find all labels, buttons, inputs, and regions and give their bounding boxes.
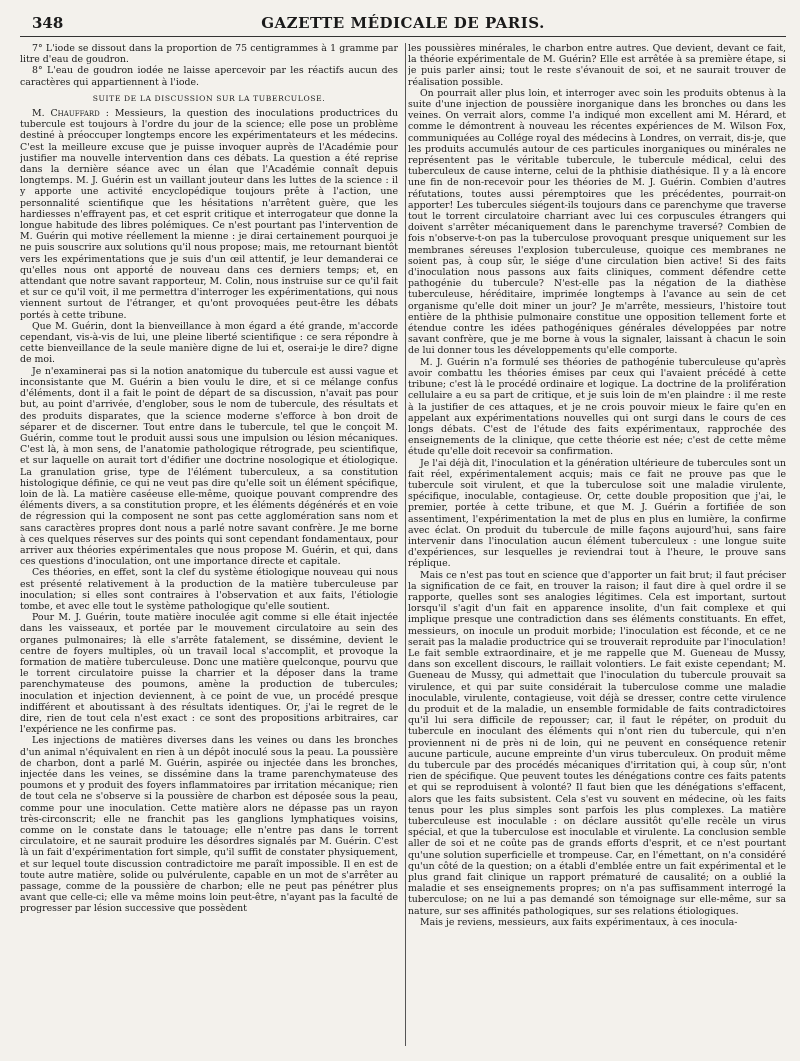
paragraph: Je l'ai déjà dit, l'inoculation et la génération ultérieure de tubercules sont un fait réel, expérimentalement acquis; mais ce fait ne prouve pas que le tubercule soit virulent, et que la tuberculose soit une maladie virulente, spécifique, inoculable, contagieuse. Or, cette double proposition que j'ai, le premier, portée à cette tribune, et que M. J. Guérin a fortifiée de son assentiment, l'expérimentation la met de plus en plus en lumière, la confirme avec éclat. On produit du tubercule de mille façons aujourd'hui, sans faire intervenir dans l'inoculation aucun élément tuberculeux : une longue suite d'expériences, sur lesquelles je reviendrai tout à l'heure, le prouve sans réplique.: [408, 457, 786, 570]
paragraph: Mais ce n'est pas tout en science que d'apporter un fait brut; il faut préciser la signification de ce fait, en trouver la raison; il faut dire à quel ordre il se rapporte, quelles sont ses analogies légitimes. Cela est important, surtout lorsqu'il s'agit d'un fait en apparence insolite, d'un fait complexe et qui implique presque une contradiction dans ses éléments constituants. En effet, messieurs, on inocule un produit morbide; l'inoculation est féconde, et ce ne serait pas la maladie productrice qui se trouverait reproduite par l'inoculation! Le fait semble extraordinaire, et je me rappelle que M. Gueneau de Mussy, dans son excellent discours, le raillait volontiers. Le fait existe cependant; M. Gueneau de Mussy, qui admettait que l'inoculation du tubercule prouvait sa virulence, et qui par suite considérait la tuberculose comme une maladie inoculable, virulente, contagieuse, voit déjà se dresser, contre cette virulence du produit et de la maladie, un ensemble formidable de faits contradictoires qu'il lui sera difficile de repousser; car, il faut le répéter, on produit du tubercule en inoculant des éléments qui n'ont rien du tubercule, qui n'en proviennent ni de près ni de loin, qui ne peuvent en conséquence retenir aucune particule, aucune empreinte d'un virus tuberculeux. On produit même du tubercule par des procédés mécaniques d'irritation qui, à coup sûr, n'ont rien de spécifique. Que peuvent toutes les dénégations contre ces faits patents et qui se reproduisent à volonté? Il faut bien que les dénégations s'effacent, alors que les faits subsistent. Cela s'est vu souvent en médecine, où les faits tenus pour les plus simples sont parfois les plus complexes. La matière tuberculeuse est inoculable : on déclare aussitôt qu'elle recèle un virus spécial, et que la tuberculose est inoculable et virulente. La conclusion semble aller de soi et ne coûte pas de grands efforts d'esprit, et ce n'est pourtant qu'une solution superficielle et trompeuse. Car, en l'émettant, on n'a considéré qu'un côté de la question; on a établi d'emblée entre un fait expérimental et le plus grand fait clinique un rapport prématuré de causalité; on a oublié la maladie et ses enseignements propres; on n'a pas suffisamment interrogé la tuberculose; on ne lui a pas demandé son témoignage sur elle-même, sur sa nature, sur ses affinités pathologiques, sur ses relations étiologiques.: [408, 569, 786, 917]
paragraph: 8° L'eau de goudron iodée ne laisse apercevoir par les réactifs aucun des caractères qui appartiennent à l'iode.: [20, 65, 398, 88]
section-title: SUITE DE LA DISCUSSION SUR LA TUBERCULOSE.: [92, 93, 326, 103]
paragraph: Mais je reviens, messieurs, aux faits expérimentaux, à ces inocula-: [420, 916, 738, 928]
paragraph: M. J. Guérin n'a formulé ses théories de pathogénie tuberculeuse qu'après avoir combattu les théories émises par ceux qui l'avaient précédé à cette tribune; c'est là le procédé ordinaire et logique. La doctrine de la prolifération cellulaire a eu sa part de critique, et je suis loin de m'en plaindre : il me reste à la justifier de ces attaques, et je ne crois pouvoir mieux le faire qu'en en appelant aux expérimentations nouvelles qui ont surgi dans le cours de ces longs débats. C'est de l'étude des faits expérimentaux, rapprochée des enseignements de la clinique, que cette théorie est née; c'est de cette même étude qu'elle doit recevoir sa confirmation.: [408, 356, 786, 458]
paragraph: Pour M. J. Guérin, toute matière inoculée agit comme si elle était injectée dans les vaisseaux, et portée par le mouvement circulatoire au sein des organes pulmonaires; là elle s'arrête fatalement, se dissémine, devient le centre de foyers multiples, où un travail local s'accomplit, et provoque la formation de matière tuberculeuse. Donc une matière quelconque, pourvu que le torrent circulatoire puisse la charrier et la déposer dans la trame parenchymateuse des poumons, amène la production de tubercules; inoculation et injection deviennent, à ce point de vue, un procédé presque indifférent et aboutissant à des résultats identiques. Or, j'ai le regret de le dire, rien de tout cela n'est exact : ce sont des propositions arbitraires, car l'expérience ne les confirme pas.: [20, 612, 398, 736]
paragraph: les poussières minérales, le charbon entre autres. Que devient, devant ce fait, la théorie expérimentale de M. Guérin? Elle est arrêtée à sa première étape, si je puis parler ainsi; tout le reste s'évanouit de soi, et ne saurait trouver de réalisation possible.: [408, 43, 786, 88]
paragraph: Je n'examinerai pas si la notion anatomique du tubercule est aussi vague et inconsistante que M. Guérin a bien voulu le dire, et si ce mélange confus d'éléments, dont il a fait le point de départ de sa discussion, n'avait pas pour but, au point d'arrivée, d'englober, sous le nom de tubercule, des résultats et des produits disparates, que la science moderne s'efforce à bon droit de séparer et de discerner. Tout entre dans le tubercule, tel que le conçoit M. Guérin, comme tout le produit aussi sous une impulsion ou lésion mécaniques. C'est là, à mon sens, de l'anatomie pathologique rétrograde, peu scientifique, et sur laquelle on aurait tort d'édifier une doctrine nosologique et étiologique. La granulation grise, type de l'élément tuberculeux, a sa constitution histologique définie, ce qui ne veut pas dire qu'elle soit un élément spécifique, loin de là. La matière caséeuse elle-même, quoique pouvant comprendre des éléments divers, a sa constitution propre, et les éléments dégénérés et en voie de régression qui la composent ne sont pas cette agglomération sans nom et sans caractères propres dont nous a parlé notre savant confrère. Je me borne à ces quelques réserves sur des points qui sont cependant fondamentaux, pour arriver aux théories expérimentales que nous propose M. Guérin, et qui, dans ces questions d'inoculation, ont une importance directe et capitale.: [20, 365, 398, 568]
speaker-name: M. Chauffard: [32, 108, 100, 120]
paragraph: Ces théories, en effet, sont la clef du système étiologique nouveau qui nous est présenté relativement à la production de la matière tuberculeuse par inoculation; si elles sont contraires à l'observation et aux faits, l'étiologie tombe, et avec elle tout le système pathologique qu'elle soutient.: [20, 567, 398, 612]
text-columns: [20, 43, 786, 1058]
paragraph: 7° L'iode se dissout dans la proportion de 75 centigrammes à 1 gramme par litre d'eau de goudron.: [20, 43, 398, 66]
paragraph: Que M. Guérin, dont la bienveillance à mon égard a été grande, m'accorde cependant, vis-à-vis de lui, une pleine liberté scientifique : ce sera répondre à cette bienveillance de la seule manière digne de lui et, oserai-je le dire? digne de moi.: [20, 320, 398, 366]
paragraph: On pourrait aller plus loin, et interroger avec soin les produits obtenus à la suite d'une injection de poussière inorganique dans les bronches ou dans les veines. On verrait alors, comme l'a indiqué mon excellent ami M. Hérard, et comme le démontrent à nouveau les récentes expériences de M. Wilson Fox, communiquées au Collége royal des médecins à Londres, on verrait, dis-je, que les produits accumulés autour de ces particules inorganiques ou minérales ne représentent pas le véritable tubercule, le tubercule médical, celui des tuberculeux de cause interne, celui de la phthisie diathésique. Il y a là encore une fin de non-recevoir pour les théories de M. J. Guérin. Combien d'autres réfutations, toutes aussi péremptoires que les précédentes, pourrait-on apporter! Les tubercules siégent-ils toujours dans ce parenchyme que traverse tout le torrent circulatoire charriant avec lui ces corpuscules étrangers qui doivent s'arrêter mécaniquement dans le parenchyme traversé? Combien de fois n'observe-t-on pas la tuberculose provoquant presque uniquement sur les membranes séreuses l'explosion tuberculeuse, quoique ces membranes ne soient pas, à coup sûr, le siége d'une circulation bien active! Si des faits d'inoculation nous passons aux faits cliniques, comment défendre cette pathogénie du tubercule? N'est-elle pas la négation de la diathèse tuberculeuse, héréditaire, imprimée longtemps à l'avance au sein de cet organisme qu'elle doit miner un jour? Je m'arrête, messieurs, l'histoire tout entière de la phthisie pulmonaire constitue une opposition tellement forte et étendue contre les idées pathogéniques générales développées par notre savant confrère, que je me borne à vous la signaler, laissant à chacun le soin de lui donner tous les développements qu'elle comporte.: [408, 87, 786, 357]
page-number: 348: [32, 14, 64, 32]
paragraph-text: : Messieurs, la question des inoculations productrices du tubercule est toujours à l'ordre du jour de la science; elle pose un problème destiné à préoccuper longtemps encore les expérimentateurs et les médecins. C'est la meilleure excuse que je puisse invoquer auprès de l'Académie pour justifier ma nouvelle intervention dans ces débats. La question a été reprise dans la dernière séance avec un élan que l'Académie connaît depuis longtemps. M. J. Guérin est un vaillant jouteur dans les luttes de la science : il y apporte une activité encyclopédique toujours prête à l'action, une personnalité scientifique que les hésitations n'arrêtent guère, que les hardiesses n'effrayent pas, et cet esprit critique et interrogateur que donne la longue habitude des libres polémiques. Ce n'est pourtant pas l'intervention de M. Guérin qui motive réellement la mienne : je dirai certainement pourquoi je ne puis souscrire aux solutions qu'il nous propose; mais, me retournant bientôt vers les expérimentations que je suis d'un œil attentif, je leur demanderai ce qu'elles nous ont apporté de nouveau dans ces derniers temps; et, en attendant que notre savant rapporteur, M. Colin, nous instruise sur ce qu'il fait et sur ce qu'il voit, il me permettra d'interroger les expérimentations, qui nous viennent surtout de l'étranger, et qu'ont provoquées peut-être les débats portés à cette tribune.: [20, 108, 398, 321]
left-column: [20, 43, 398, 1058]
running-title: GAZETTE MÉDICALE DE PARIS.: [261, 14, 545, 32]
page-header: [20, 14, 786, 37]
paragraph: [20, 108, 398, 321]
column-divider: [405, 43, 406, 1046]
paragraph: Les injections de matières diverses dans les veines ou dans les bronches d'un animal n'équivalent en rien à un dépôt inoculé sous la peau. La poussière de charbon, dont a parlé M. Guérin, aspirée ou injectée dans les bronches, injectée dans les veines, se dissémine dans la trame parenchymateuse des poumons et y produit des foyers inflammatoires par irritation mécanique; rien de tout cela ne s'observe si la poussière de charbon est déposée sous la peau, comme pour une inoculation. Cette matière alors ne dépasse pas un rayon très-circonscrit; elle ne franchit pas les ganglions lymphatiques voisins, comme on le constate dans le tatouage; elle n'entre pas dans le torrent circulatoire, et ne saurait produire les désordres signalés par M. Guérin. C'est là un fait d'expérimentation fort simple, qu'il suffit de constater physiquement, et sur lequel toute discussion contradictoire me paraît impossible. Il en est de toute autre matière, solide ou pulvérulente, capable en un mot de s'arrêter au passage, comme de la poussière de charbon; elle ne peut pas pénétrer plus avant que celle-ci; elle va même moins loin peut-être, n'ayant pas la faculté de progresser par lésion successive que possèdent: [20, 735, 398, 915]
right-column: [408, 43, 786, 1058]
